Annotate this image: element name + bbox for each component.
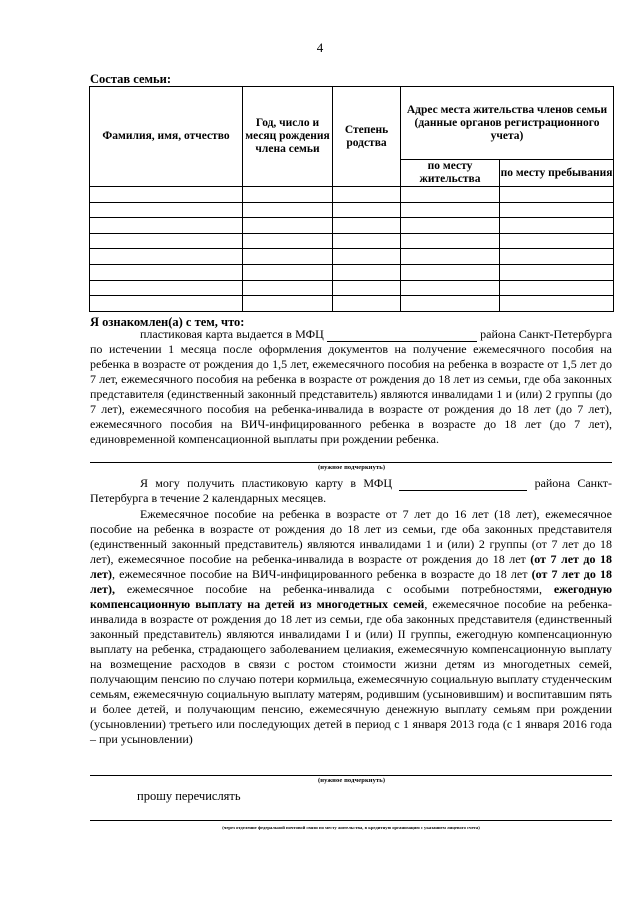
header-relation: Степень родства [333,87,401,187]
mfc-district-field[interactable] [327,331,477,342]
district-label: района [480,327,516,341]
table-row[interactable] [90,218,614,234]
header-residence: по месту жительства [401,160,500,187]
header-stay: по месту пребывания [500,160,614,187]
table-row[interactable] [90,280,614,296]
table-row[interactable] [90,296,614,312]
divider-line-2 [90,775,612,776]
page-number: 4 [316,40,324,55]
benefits-text-f: ежегодную компенсационную выплату на детей из многодетных семей [90,582,613,611]
mfc-district-field-2[interactable] [399,480,527,491]
table-row[interactable] [90,233,614,249]
benefits-text-g: , ежемесячное пособие на ребенка-инвалида в возрасте от рождения до 18 лет из семьи, где оба законных представителя (единственный законный представитель) являются инвалидами I и (или) II группы, ежегодную компенсационную выплату на ребенка, страдающего заболеванием целиакия, ежемесячную компенсационную выплату на возмещение расходов в связи с ростом стоимости жизни детям из многодетных семей, получающим пенсию по случаю потери кормильца, ежемесячную социальную выплату студенческим семьям, ежемесячную социальную выплату матерям, родившим (усыновившим) и воспитавшим пять и более детей, и получающим пенсию, ежемесячную денежную выплату семьям при рождении (усыновлении) третьего или последующих детей в период с 1 января 2013 года (с 1 января 2016 года – при усыновлении) [90,597,613,746]
district-label-2: района [534,476,571,490]
family-table [89,86,614,312]
header-birth: Год, число и месяц рождения члена семьи [243,87,333,187]
header-address: Адрес места жительства членов семьи (данные органов регистрационного учета) [401,87,614,160]
header-name: Фамилия, имя, отчество [90,87,243,187]
transfer-field-line[interactable] [90,820,612,821]
card-receive-text: Санкт-Петербурга в течение 2 календарных месяцев. [90,476,613,505]
family-section-title: Состав семьи: [90,72,171,86]
benefits-text-b: (от 7 лет до 18 лет) [90,552,612,581]
card-receive-paragraph [90,476,612,506]
underline-note: (нужное подчеркнуть) [318,464,386,471]
transfer-label: прошу перечислять [137,789,241,803]
card-issue-start: пластиковая карта выдается в МФЦ [140,327,324,341]
benefits-text-e: ежемесячное пособие на ребенка-инвалида с особыми потребностями, [126,582,542,596]
table-row[interactable] [90,187,614,203]
table-row[interactable] [90,249,614,265]
card-issue-text: Санкт-Петербурга по истечении 1 месяца после оформления документов на получение ежемесячного пособия на ребенка в возрасте от рождения до 1,5 лет, ежемесячного пособия на ребенка в возрасте от 1,5 лет до 7 лет, ежемесячного пособия на ребенка в возрасте от рождения до 18 лет из семьи, где оба законных представителя (единственный законный представитель) являются инвалидами 1 и (или) 2 группы (до 7 лет), ежемесячного пособия на ребенка-инвалида в возрасте от рождения до 18 лет (до 7 лет), ежемесячного пособия на ВИЧ-инфицированного ребенка в возрасте до 18 лет (до 7 лет), единовременной компенсационной выплаты при рождении ребенка. [90,327,613,446]
benefits-text-a: Ежемесячное пособие на ребенка в возрасте от 7 лет до 16 лет (18 лет), ежемесячное пособие на ребенка в возрасте от рождения до 18 лет из семьи, где оба законных представителя (единственный законный представитель) являются инвалидами 1 и (или) 2 группы (от 7 лет до 18 лет), ежемесячное пособие на ребенка-инвалида в возрасте от рождения до 18 лет [90,507,612,566]
underline-note-2: (нужное подчеркнуть) [318,777,386,784]
benefits-text-d: (от 7 лет до 18 лет), [90,567,613,596]
benefits-paragraph [90,507,612,747]
card-issue-paragraph [90,327,612,447]
card-receive-start: Я могу получить пластиковую карту в МФЦ [140,476,392,490]
benefits-text-c: , ежемесячное пособие на ВИЧ-инфицированного ребенка в возрасте до 18 лет [111,567,528,581]
table-row[interactable] [90,264,614,280]
transfer-note: (через отделение федеральной почтовой связи по месту жительства, в кредитную организацию с указанием лицевого счета) [222,825,480,830]
divider-line [90,462,612,463]
table-row[interactable] [90,202,614,218]
acknowledgement-title: Я ознакомлен(а) с тем, что: [90,315,245,329]
